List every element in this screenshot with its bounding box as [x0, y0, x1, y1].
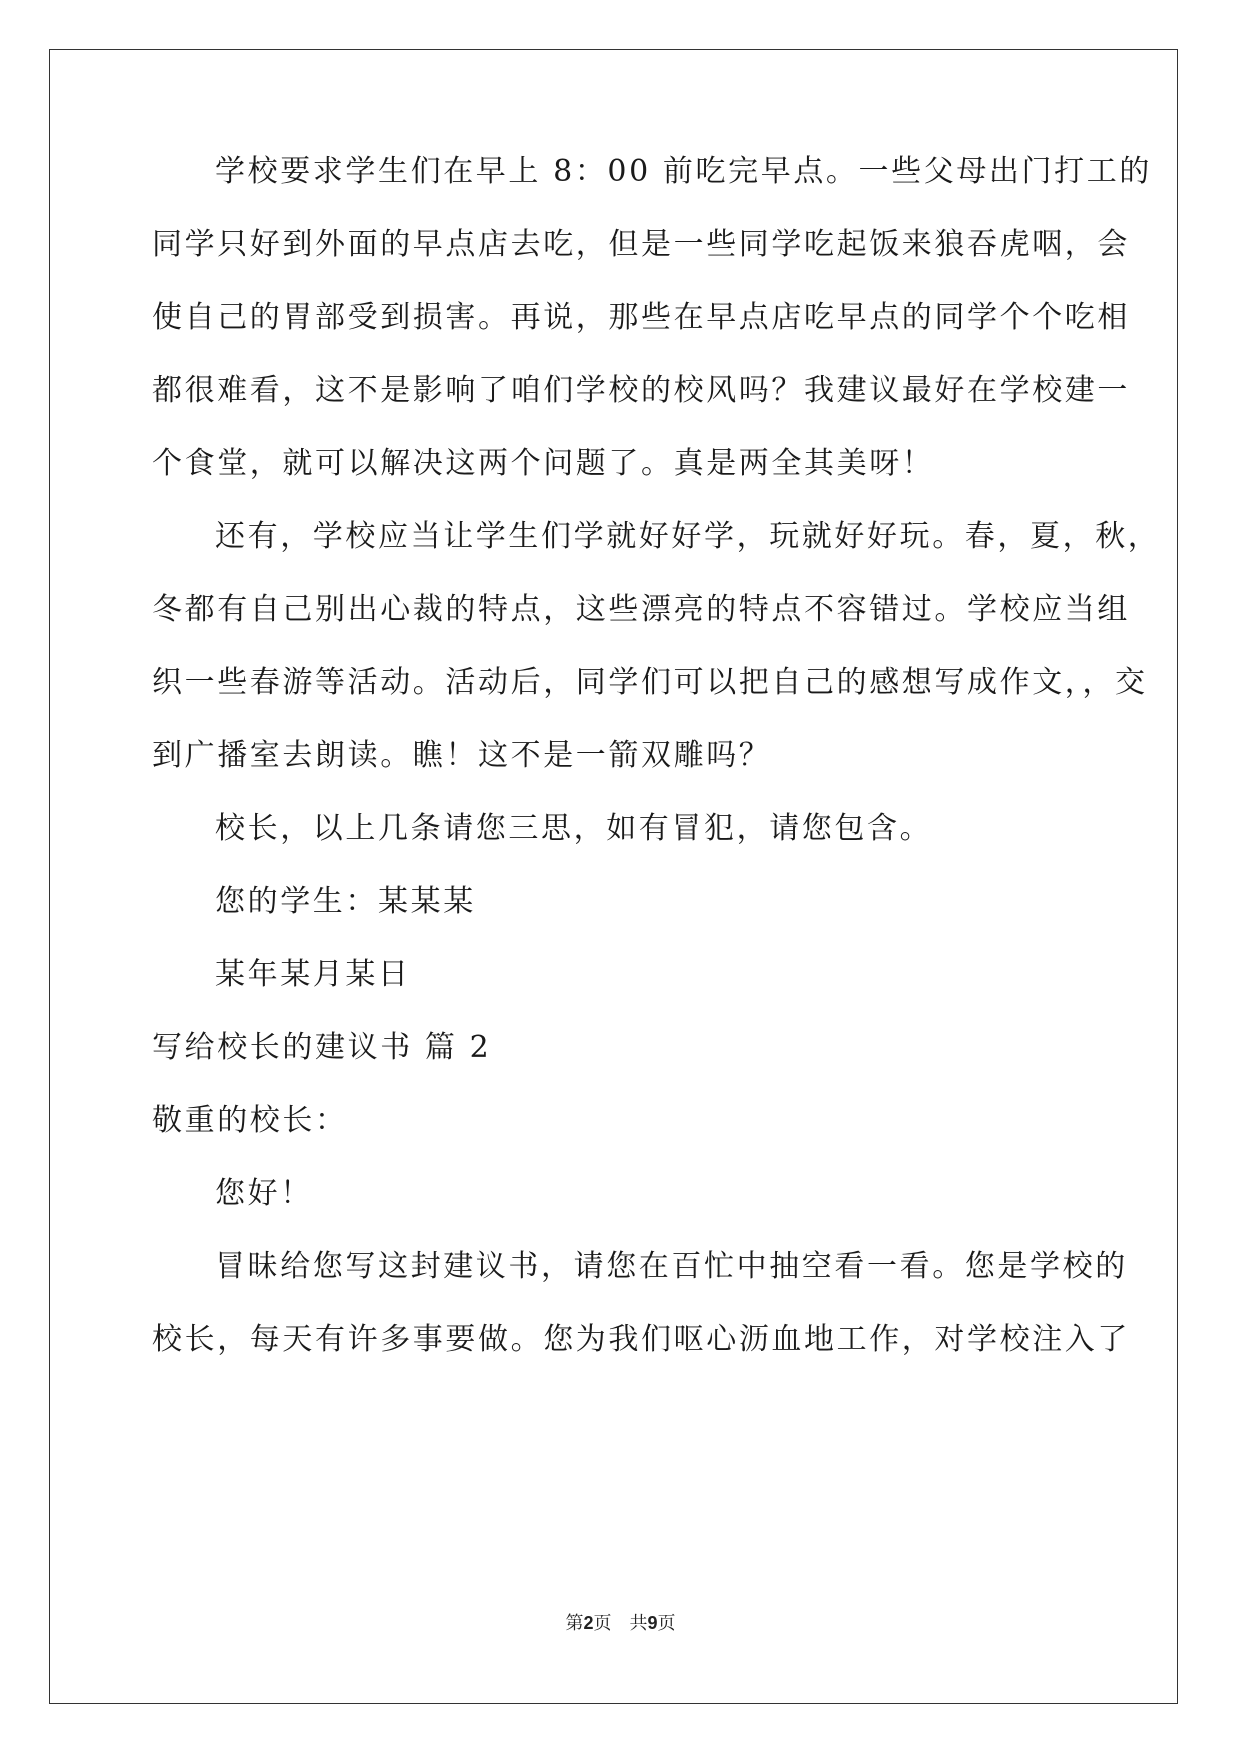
letter-2-body-line-2: 校长，每天有许多事要做。您为我们呕心沥血地工作，对学校注入了: [152, 1322, 1130, 1357]
signature: 您的学生：某某某: [215, 884, 476, 919]
total-page-number: 9: [647, 1613, 658, 1633]
salutation: 敬重的校长：: [152, 1103, 348, 1138]
current-page-number: 2: [583, 1613, 594, 1633]
paragraph-1-line-4: 都很难看，这不是影响了咱们学校的校风吗？我建议最好在学校建一: [152, 373, 1130, 408]
date: 某年某月某日: [215, 957, 411, 992]
paragraph-2-line-2: 冬都有自己别出心裁的特点，这些漂亮的特点不容错过。学校应当组: [152, 592, 1130, 627]
footer-total-prefix: 共: [629, 1613, 648, 1634]
paragraph-1-line-2: 同学只好到外面的早点店去吃，但是一些同学吃起饭来狼吞虎咽，会: [152, 227, 1130, 262]
paragraph-2-line-4: 到广播室去朗读。瞧！这不是一箭双雕吗？: [152, 738, 772, 773]
footer-page-unit: 页: [593, 1613, 612, 1634]
paragraph-1-line-1: 学校要求学生们在早上 8：00 前吃完早点。一些父母出门打工的: [215, 154, 1152, 189]
section-title: 写给校长的建议书 篇 2: [152, 1030, 492, 1065]
page-footer: [0, 1611, 1241, 1636]
letter-2-body-line-1: 冒昧给您写这封建议书，请您在百忙中抽空看一看。您是学校的: [215, 1249, 1128, 1284]
paragraph-2-line-1: 还有，学校应当让学生们学就好好学，玩就好好玩。春，夏，秋，: [215, 519, 1161, 554]
paragraph-1-line-3: 使自己的胃部受到损害。再说，那些在早点店吃早点的同学个个吃相: [152, 300, 1130, 335]
closing-remark: 校长，以上几条请您三思，如有冒犯，请您包含。: [215, 811, 933, 846]
footer-total-unit: 页: [657, 1613, 676, 1634]
paragraph-2-line-3: 织一些春游等活动。活动后，同学们可以把自己的感想写成作文，，交: [152, 665, 1148, 700]
paragraph-1-line-5: 个食堂，就可以解决这两个问题了。真是两全其美呀！: [152, 446, 935, 481]
footer-prefix: 第: [565, 1613, 584, 1634]
greeting: 您好！: [215, 1176, 313, 1211]
